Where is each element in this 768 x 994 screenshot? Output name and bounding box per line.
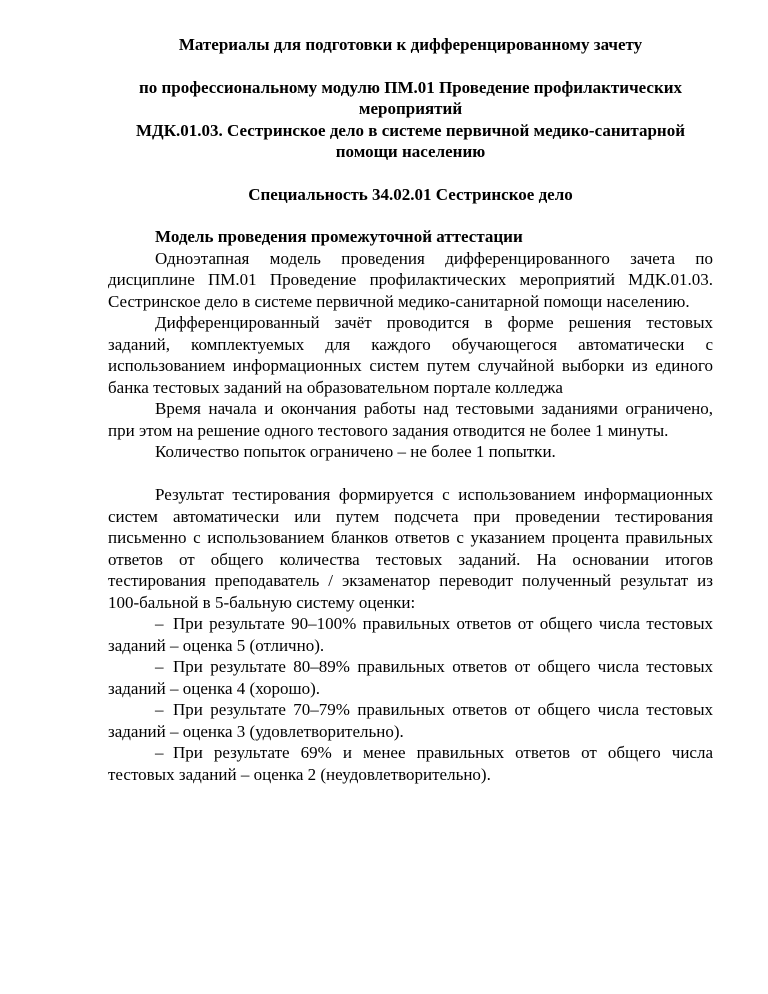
module-heading: по профессиональному модулю ПМ.01 Проведение профилактических мероприятий	[138, 77, 683, 118]
list-item-text: При результате 69% и менее правильных ответов от общего числа тестовых заданий – оценка 2 (неудовлетворительно).	[108, 743, 713, 784]
list-item-text: При результате 90–100% правильных ответов от общего числа тестовых заданий – оценка 5 (отлично).	[108, 614, 713, 655]
list-item	[108, 699, 713, 742]
section-title: Модель проведения промежуточной аттестации	[155, 227, 523, 246]
grades-list	[108, 613, 713, 785]
list-dash: –	[155, 657, 164, 676]
document-title: Материалы для подготовки к дифференцированному зачету	[178, 35, 643, 54]
list-dash: –	[155, 700, 164, 719]
paragraph-model: Одноэтапная модель проведения дифференцированного зачета по дисциплине ПМ.01 Проведение профилактических мероприятий МДК.01.03. Сестринское дело в системе первичной медико-санитарной помощи населению.	[108, 248, 713, 311]
paragraph-result: Результат тестирования формируется с использованием информационных систем автоматически или путем подсчета при проведении тестирования письменно с использованием бланков ответов с указанием процента правильных ответов от общего количества тестовых заданий. На основании итогов тестирования преподаватель / экзаменатор переводит полученный результат из 100-бальной в 5-бальную систему оценки:	[108, 485, 713, 612]
paragraph-attempts: Количество попыток ограничено – не более 1 попытки.	[155, 442, 556, 461]
list-item	[108, 742, 713, 785]
course-heading: МДК.01.03. Сестринское дело в системе первичной медико-санитарной помощи населению	[135, 120, 686, 161]
paragraph-format: Дифференцированный зачёт проводится в форме решения тестовых заданий, комплектуемых для каждого обучающегося автоматически с использованием информационных систем путем случайной выборки из единого банка тестовых заданий на образовательном портале колледжа	[108, 313, 713, 397]
list-item-text: При результате 80–89% правильных ответов от общего числа тестовых заданий – оценка 4 (хорошо).	[108, 657, 713, 698]
list-dash: –	[155, 614, 164, 633]
list-item	[108, 656, 713, 699]
specialty-heading: Специальность 34.02.01 Сестринское дело	[248, 184, 573, 204]
list-item-text: При результате 70–79% правильных ответов от общего числа тестовых заданий – оценка 3 (удовлетворительно).	[108, 700, 713, 741]
list-item	[108, 613, 713, 656]
paragraph-time-limit: Время начала и окончания работы над тестовыми заданиями ограничено, при этом на решение одного тестового задания отводится не более 1 минуты.	[108, 399, 713, 440]
list-dash: –	[155, 743, 164, 762]
